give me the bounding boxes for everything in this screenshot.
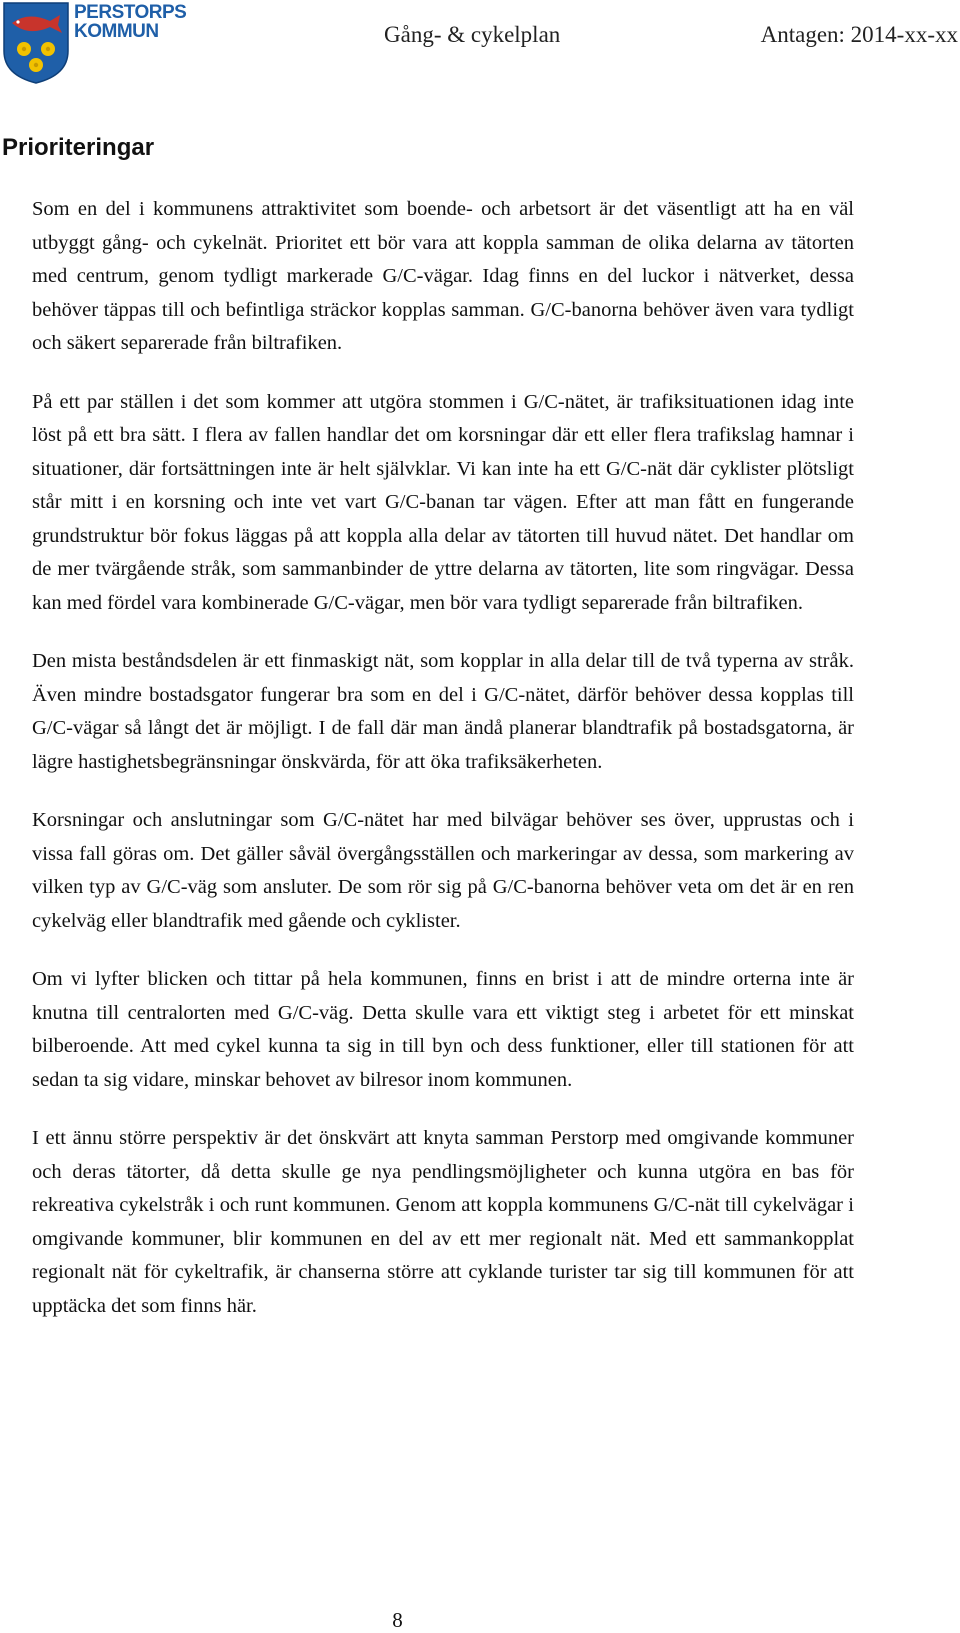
logo-line-1: PERSTORPS [74, 2, 187, 23]
municipality-logo [2, 1, 187, 85]
section-heading: Prioriteringar [2, 134, 155, 161]
paragraph: Som en del i kommunens attraktivitet som boende- och arbetsort är det väsentligt att ha en väl utbyggt gång- och cykelnät. Prioritet ett bör vara att koppla samman de olika delarna av tätorten med centrum, genom tydligt markerade G/C-vägar. Idag finns en del luckor i nätverket, dessa behöver täppas till och befintliga sträckor kopplas samman. G/C-banorna behöver även vara tydligt och säkert separerade från biltrafiken. [32, 198, 854, 354]
body-text [32, 193, 854, 1348]
paragraph: På ett par ställen i det som kommer att utgöra stommen i G/C-nätet, är trafiksituationen idag inte löst på ett bra sätt. I flera av fallen handlar det om korsningar där ett eller flera trafikslag hamnar i situationer, där fortsättningen inte är helt självklar. Vi kan inte ha ett G/C-nät där cyklister plötsligt står mitt i en korsning och inte vet vart G/C-banan tar vägen. Efter att man fått en fungerande grundstruktur bör fokus läggas på att koppla alla delar av tätorten till huvud nätet. Det handlar om de mer tvärgående stråk, som sammanbinder de yttre delarna av tätorten, lite som ringvägar. Dessa kan med fördel vara kombinerade G/C-vägar, men bör vara tydligt separerade från biltrafiken. [32, 390, 854, 614]
coat-of-arms-icon [2, 1, 72, 85]
paragraph: Korsningar och anslutningar som G/C-nätet har med bilvägar behöver ses över, upprustas och i vissa fall göras om. Det gäller såväl övergångsställen och markeringar av dessa, som markering av vilken typ av G/C-väg som ansluter. De som rör sig på G/C-banorna behöver veta om det är en ren cykelväg eller blandtrafik med gående och cyklister. [32, 809, 854, 932]
paragraph: I ett ännu större perspektiv är det önskvärt att knyta samman Perstorp med omgivande kommuner och deras tätorter, då detta skulle ge nya pendlingsmöjligheter och kunna utgöra en bas för rekreativa cykelstråk i och runt kommunen. Genom att koppla kommunens G/C-nät till cykelvägar i omgivande kommuner, blir kommunen en del av ett mer regionalt nät. Med ett sammankopplat regionalt nät för cykeltrafik, är chanserna större att cyklande turister tar sig till kommunen för att upptäcka det som finns här. [32, 1127, 854, 1317]
page-header [0, 0, 960, 90]
page-number: 8 [392, 1608, 403, 1632]
adoption-date: Antagen: 2014-xx-xx [760, 22, 958, 47]
document-title: Gång- & cykelplan [384, 22, 561, 47]
paragraph: Om vi lyfter blicken och tittar på hela kommunen, finns en brist i att de mindre orterna inte är knutna till centralorten med G/C-väg. Detta skulle vara ett viktigt steg i arbetet för ett minskat bilberoende. Att med cykel kunna ta sig in till byn och dess funktioner, eller till stationen för att sedan ta sig vidare, minskar behovet av bilresor inom kommunen. [32, 968, 854, 1091]
paragraph: Den mista beståndsdelen är ett finmaskigt nät, som kopplar in alla delar till de två typerna av stråk. Även mindre bostadsgator fungerar bra som en del i G/C-nätet, därför behöver dessa kopplas till G/C-vägar så långt det är möjligt. I de fall där man ändå planerar blandtrafik på bostadsgatorna, är lägre hastighetsbegränsningar önskvärda, för att öka trafiksäkerheten. [32, 650, 854, 773]
logo-line-2: KOMMUN [74, 21, 159, 42]
logo-wordmark [74, 3, 186, 41]
